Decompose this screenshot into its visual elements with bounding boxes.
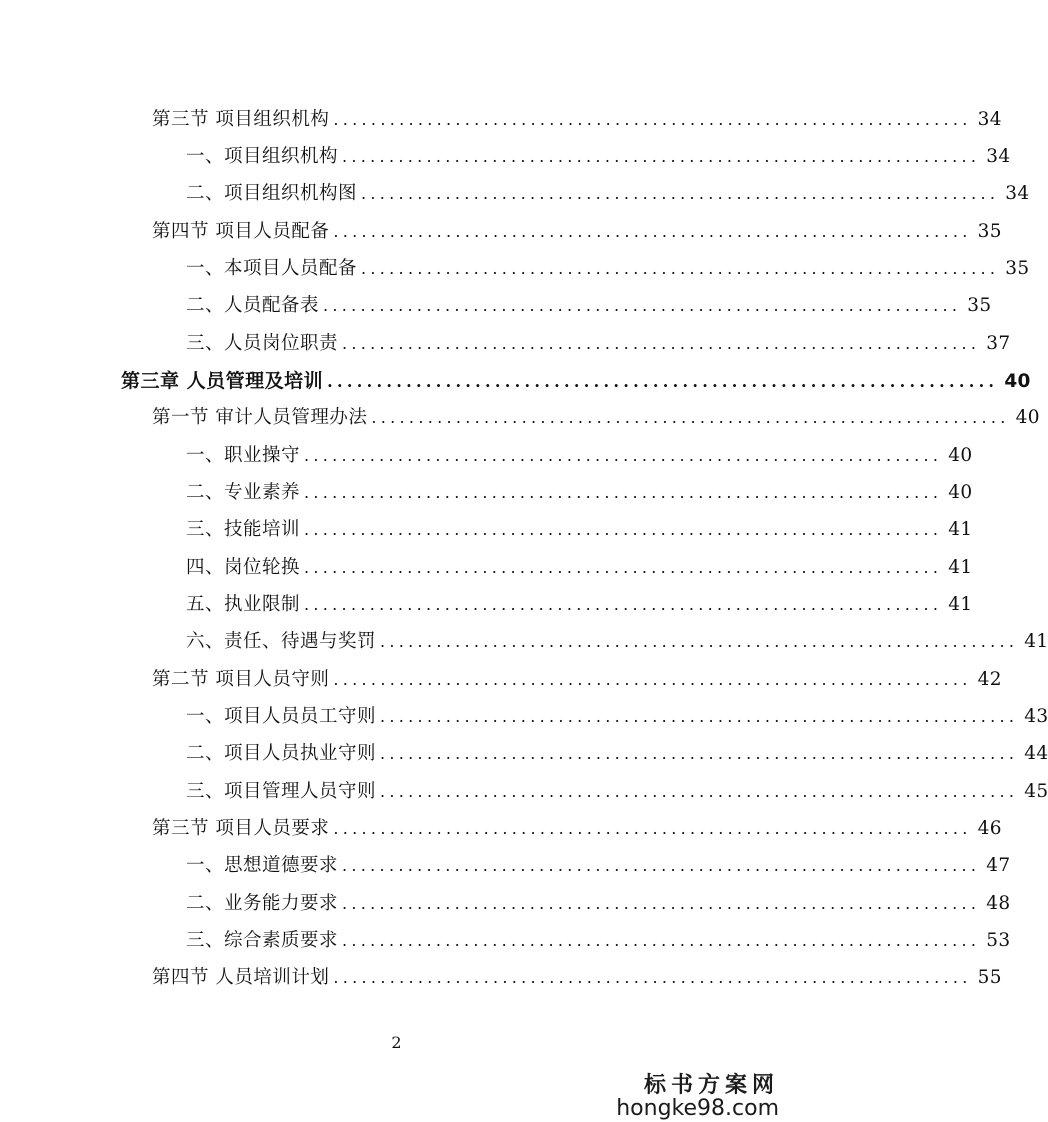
toc-leader-dots: .................................................................... bbox=[342, 334, 981, 353]
toc-leader-dots: .................................................................... bbox=[342, 894, 981, 913]
toc-leader-dots: .................................................................... bbox=[333, 110, 972, 129]
toc-entry-label: 二、项目人员执业守则 bbox=[186, 743, 377, 764]
toc-entry-label: 二、项目组织机构图 bbox=[186, 183, 358, 204]
toc-entry-page: 45 bbox=[1024, 781, 1048, 802]
toc-entry-item[interactable] bbox=[186, 518, 973, 542]
toc-entry-page: 41 bbox=[1024, 631, 1048, 652]
toc-entry-label: 二、专业素养 bbox=[186, 482, 301, 503]
toc-entry-label: 第四节 人员培训计划 bbox=[152, 967, 330, 988]
toc-entry-label: 三、综合素质要求 bbox=[186, 930, 339, 951]
toc-entry-label: 五、执业限制 bbox=[186, 594, 301, 615]
toc-entry-page: 42 bbox=[977, 669, 1002, 690]
toc-entry-label: 三、项目管理人员守则 bbox=[186, 781, 377, 802]
toc-entry-page: 35 bbox=[967, 295, 992, 316]
toc-entry-page: 55 bbox=[977, 967, 1002, 988]
toc-leader-dots: .................................................................... bbox=[342, 856, 981, 875]
toc-leader-dots: .................................................................... bbox=[333, 819, 972, 838]
toc-leader-dots: .................................................................... bbox=[333, 670, 972, 689]
page-number: 2 bbox=[391, 1033, 402, 1052]
toc-entry-item[interactable] bbox=[186, 780, 1048, 804]
toc-entry-item[interactable] bbox=[186, 444, 973, 468]
toc-entry-item[interactable] bbox=[186, 742, 1048, 766]
toc-entry-label: 一、项目组织机构 bbox=[186, 146, 339, 167]
toc-entry-page: 41 bbox=[948, 594, 973, 615]
toc-entry-label: 第三节 项目人员要求 bbox=[152, 818, 330, 839]
toc-entry-page: 43 bbox=[1024, 706, 1048, 727]
toc-entry-section[interactable] bbox=[152, 220, 1002, 244]
toc-entry-section[interactable] bbox=[152, 668, 1002, 692]
toc-leader-dots: .................................................................... bbox=[323, 296, 962, 315]
toc-leader-dots: .................................................................... bbox=[304, 520, 943, 539]
toc-entry-page: 34 bbox=[1005, 183, 1030, 204]
toc-entry-label: 三、人员岗位职责 bbox=[186, 333, 339, 354]
toc-entry-item[interactable] bbox=[186, 854, 1011, 878]
toc-entry-item[interactable] bbox=[186, 332, 1011, 356]
toc-entry-page: 35 bbox=[977, 221, 1002, 242]
toc-entry-label: 一、思想道德要求 bbox=[186, 855, 339, 876]
toc-leader-dots: .................................................................... bbox=[361, 259, 1000, 278]
toc-entry-label: 第一节 审计人员管理办法 bbox=[152, 407, 368, 428]
toc-entry-item[interactable] bbox=[186, 556, 973, 580]
toc-leader-dots: .................................................................... bbox=[304, 446, 943, 465]
toc-entry-item[interactable] bbox=[186, 145, 1011, 169]
toc-entry-section[interactable] bbox=[152, 406, 1040, 430]
toc-entry-item[interactable] bbox=[186, 294, 992, 318]
toc-leader-dots: .................................................................... bbox=[304, 595, 943, 614]
toc-entry-item[interactable] bbox=[186, 929, 1011, 953]
toc-entry-item[interactable] bbox=[186, 593, 973, 617]
toc-entry-item[interactable] bbox=[186, 630, 1048, 654]
toc-entry-page: 41 bbox=[948, 557, 973, 578]
toc-leader-dots: .................................................................... bbox=[380, 632, 1019, 651]
watermark-en-text: hongke98.com bbox=[616, 1095, 779, 1121]
toc-entry-page: 47 bbox=[986, 855, 1011, 876]
toc-entry-label: 四、岗位轮换 bbox=[186, 557, 301, 578]
toc-entry-item[interactable] bbox=[186, 182, 1030, 206]
toc-entry-page: 41 bbox=[948, 519, 973, 540]
toc-entry-label: 二、业务能力要求 bbox=[186, 893, 339, 914]
toc-leader-dots: .................................................................... bbox=[342, 931, 981, 950]
toc-entry-item[interactable] bbox=[186, 481, 973, 505]
toc-leader-dots: .................................................................... bbox=[304, 483, 943, 502]
toc-leader-dots: .................................................................... bbox=[380, 782, 1019, 801]
toc-entry-page: 40 bbox=[1015, 407, 1040, 428]
toc-entry-label: 一、本项目人员配备 bbox=[186, 258, 358, 279]
toc-leader-dots: .................................................................... bbox=[333, 968, 972, 987]
toc-leader-dots: .................................................................... bbox=[304, 558, 943, 577]
toc-entry-section[interactable] bbox=[152, 966, 1002, 990]
toc-leader-dots: .................................................................... bbox=[380, 707, 1019, 726]
toc-entry-label: 一、职业操守 bbox=[186, 445, 301, 466]
toc-entry-page: 37 bbox=[986, 333, 1011, 354]
toc-entry-section[interactable] bbox=[152, 817, 1002, 841]
toc-entry-page: 46 bbox=[977, 818, 1002, 839]
toc-entry-section[interactable] bbox=[152, 108, 1002, 132]
toc-entry-page: 40 bbox=[948, 482, 973, 503]
toc-entry-page: 53 bbox=[986, 930, 1011, 951]
toc-entry-label: 六、责任、待遇与奖罚 bbox=[186, 631, 377, 652]
toc-leader-dots: .................................................................... bbox=[342, 147, 981, 166]
toc-entry-label: 第二节 项目人员守则 bbox=[152, 669, 330, 690]
toc-leader-dots: .................................................................... bbox=[380, 744, 1019, 763]
toc-entry-label: 三、技能培训 bbox=[186, 519, 301, 540]
toc-leader-dots: .................................................................... bbox=[371, 408, 1010, 427]
toc-entry-label: 一、项目人员员工守则 bbox=[186, 706, 377, 727]
toc-entry-page: 35 bbox=[1005, 258, 1030, 279]
toc-entry-page: 40 bbox=[948, 445, 973, 466]
toc-entry-item[interactable] bbox=[186, 705, 1048, 729]
toc-entry-label: 二、人员配备表 bbox=[186, 295, 320, 316]
toc-entry-label: 第三章 人员管理及培训 bbox=[121, 370, 324, 392]
toc-entry-item[interactable] bbox=[186, 892, 1011, 916]
toc-entry-page: 34 bbox=[977, 109, 1002, 130]
toc-entry-label: 第四节 项目人员配备 bbox=[152, 221, 330, 242]
toc-entry-chapter[interactable] bbox=[121, 369, 1031, 393]
toc-leader-dots: .................................................................... bbox=[333, 222, 972, 241]
toc-entry-label: 第三节 项目组织机构 bbox=[152, 109, 330, 130]
toc-entry-page: 40 bbox=[1004, 371, 1031, 392]
toc-entry-page: 34 bbox=[986, 146, 1011, 167]
toc-leader-dots: .................................................................... bbox=[327, 372, 999, 391]
site-watermark bbox=[616, 1074, 779, 1120]
toc-leader-dots: .................................................................... bbox=[361, 184, 1000, 203]
watermark-cn-text: 标书方案网 bbox=[643, 1072, 779, 1098]
toc-entry-item[interactable] bbox=[186, 257, 1030, 281]
toc-entry-page: 44 bbox=[1024, 743, 1048, 764]
toc-entry-page: 48 bbox=[986, 893, 1011, 914]
